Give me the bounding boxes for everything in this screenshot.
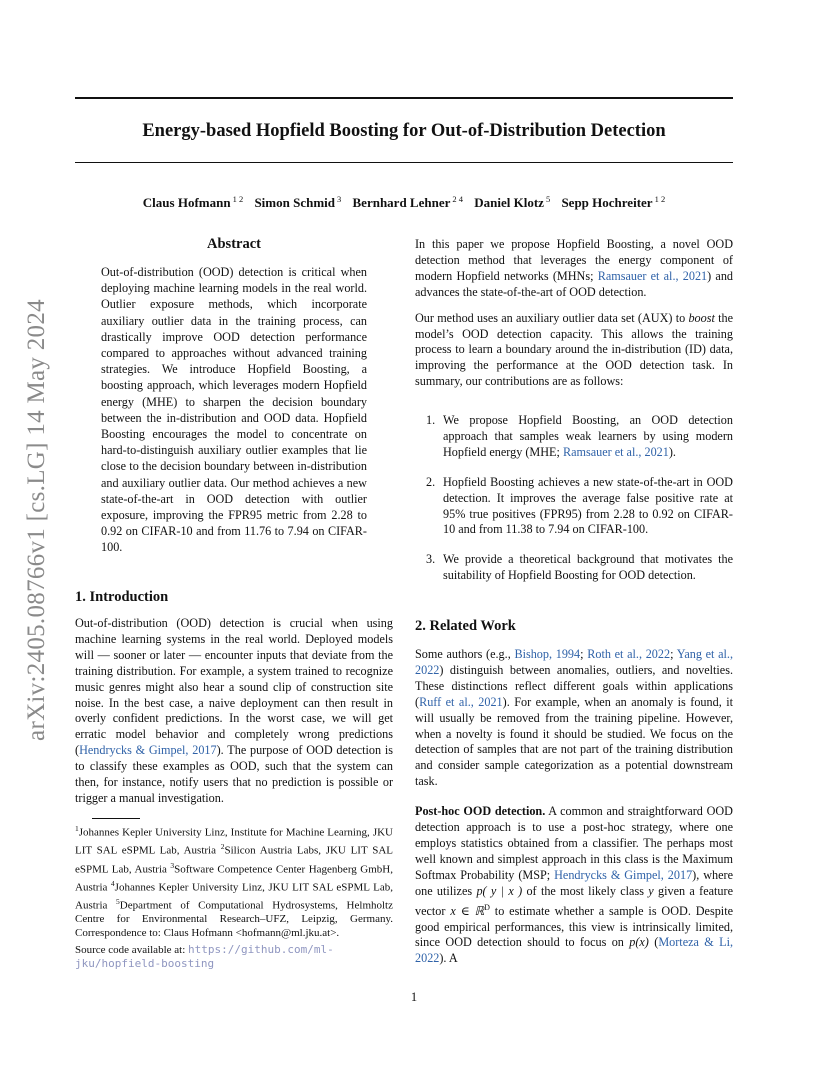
introduction-body: Out-of-distribution (OOD) detection is crucial when using machine learning systems in the real world. Deployed models will — sooner or later — encounter inputs that deviate from the training distribution. For example, a system trained to recognize music genres might also hear a sound clip of construction site noise. In the best case, a naive deployment can then result in overly confident predictions. In the worst case, we will get erratic model behavior and completely wrong predictions (Hendrycks & Gimpel, 2017). The purpose of OOD detection is to classify these examples as OOD, such that the system can then, for instance, notify users that no prediction is possible or trigger a manual investigation. — [75, 616, 393, 805]
citation-link[interactable]: Ramsauer et al., 2021 — [597, 268, 708, 283]
author: Daniel Klotz $^5$ — [474, 194, 551, 211]
related-work-heading: 2. Related Work — [415, 618, 516, 634]
page-number: 1 — [410, 990, 418, 1004]
citation-link[interactable]: Roth et al., 2022 — [587, 647, 671, 661]
author: Simon Schmid $^3$ — [254, 194, 342, 211]
citation-link[interactable]: Hendrycks & Gimpel, 2017 — [79, 743, 217, 758]
abstract-text: Out-of-distribution (OOD) detection is critical when deploying machine learning models in the real world. Outlier exposure methods, which incorporate auxiliary outlier data in the training process, can drastically improve OOD detection performance compared to approaches without advanced training strategies. We introduce Hopfield Boosting, a boosting approach, which leverages modern Hopfield energy (MHE) to sharpen the decision boundary between the in-distribution and OOD data. Hopfield Boosting encourages the model to concentrate on hard-to-distinguish auxiliary outlier examples that lie close to the decision boundary between in-distribution and auxiliary outlier data. Our method achieves a new state-of-the-art in OOD detection with outlier exposure, improving the FPR95 metric from 2.28 to 0.92 on CIFAR-10 and from 11.76 to 7.94 on CIFAR-100. — [101, 265, 367, 555]
list-item: 1. We propose Hopfield Boosting, an OOD detection approach that samples weak learners by using modern Hopfield energy (MHE; Ramsauer et al., 2021). — [426, 413, 733, 459]
list-item: 2. Hopfield Boosting achieves a new state-of-the-art in OOD detection. It improves the average false positive rate at 95% true positives (FPR95) from 2.28 to 0.92 on CIFAR-10 and from 11.38 to 7.94 on CIFAR-100. — [426, 474, 733, 537]
related-work-body — [415, 647, 733, 967]
paragraph: Some authors (e.g., Bishop, 1994; Roth et al., 2022; Yang et al., 2022) distinguish between anomalies, outliers, and novelties. These distinctions reflect different goals within applications (Ruff et al., 2021). For example, when an anomaly is found, it will usually be removed from the training pipeline. However, when a novelty is found it should be studied. We focus on the detection of samples that are not part of the training distribution and consider sample categorization as a potential downstream task. — [415, 647, 733, 789]
introduction-heading: 1. Introduction — [75, 589, 169, 605]
title-bottom-rule — [75, 162, 733, 163]
contributions-list — [415, 413, 733, 598]
list-item: 3. We provide a theoretical background that motivates the suitability of Hopfield Boosting for OOD detection. — [426, 552, 733, 583]
paragraph: Our method uses an auxiliary outlier data set (AUX) to boost the model’s OOD detection capacity. This allows the training process to learn a boundary around the in-distribution (ID) data, improving the performance at the OOD detection task. In summary, our contributions are as follows: — [415, 310, 733, 389]
citation-link[interactable]: Morteza & Li, 2022 — [415, 935, 734, 966]
author: Sepp Hochreiter $^{1 2}$ — [561, 194, 666, 211]
footnote-rule — [92, 818, 140, 819]
affiliation-footnote: $^1$Johannes Kepler University Linz, Institute for Machine Learning, JKU LIT SAL eSPML Lab, Austria $^2$Silicon Austria Labs, JKU LIT SAL eSPML Lab, Austria $^3$Software Competence Center Hagenberg GmbH, Austria $^4$Johannes Kepler University Linz, JKU LIT SAL eSPML Lab, Austria $^5$Department of Computational Hydrosystems, Helmholtz Centre for Environmental Research–UFZ, Leipzig, Germany. Correspondence to: Claus Hofmann <hofmann@ml.jku.at>. — [75, 824, 393, 939]
author: Bernhard Lehner $^{2 4}$ — [352, 194, 464, 211]
citation-link[interactable]: Hendrycks & Gimpel, 2017 — [554, 867, 693, 882]
intro-continued — [415, 237, 733, 390]
paragraph: In this paper we propose Hopfield Boosting, a novel OOD detection method that leverages the energy component of modern Hopfield networks (MHNs; Ramsauer et al., 2021) and advances the state-of-the-art of OOD detection. — [415, 237, 734, 299]
citation-link[interactable]: Ruff et al., 2021 — [419, 694, 503, 709]
source-code-link[interactable]: https://github.com/ml-jku/hopfield-boosting — [75, 943, 334, 970]
author: Claus Hofmann $^{1 2}$ — [142, 194, 244, 211]
title-top-rule — [75, 97, 733, 99]
citation-link[interactable]: Bishop, 1994 — [514, 647, 581, 661]
citation-link[interactable]: Ramsauer et al., 2021 — [562, 444, 669, 459]
paragraph: Post-hoc OOD detection. A common and straightforward OOD detection approach is to use a post-hoc strategy, where one employs statistics obtained from a classifier. The perhaps most well known and simplest approach in this class is the Maximum Softmax Probability (MSP; Hendrycks & Gimpel, 2017), where one utilizes p( y | x ) of the most likely class y given a feature vector x ∈ ℝ$^D$ to estimate whether a sample is OOD. Despite good empirical performances, this view is intrinsically limited, since OOD detection should to focus on p(x) (Morteza & Li, 2022). A — [415, 804, 734, 966]
source-code-note: Source code available at: https://github.com/ml-jku/hopfield-boosting — [75, 943, 334, 970]
abstract-heading: Abstract — [207, 236, 261, 252]
author-list — [75, 190, 733, 212]
arxiv-watermark: arXiv:2405.08766v1 [cs.LG] 14 May 2024 — [23, 299, 50, 741]
citation-link[interactable]: Yang et al., 2022 — [415, 647, 733, 677]
paper-title: Energy-based Hopfield Boosting for Out-of-Distribution Detection — [142, 121, 666, 141]
